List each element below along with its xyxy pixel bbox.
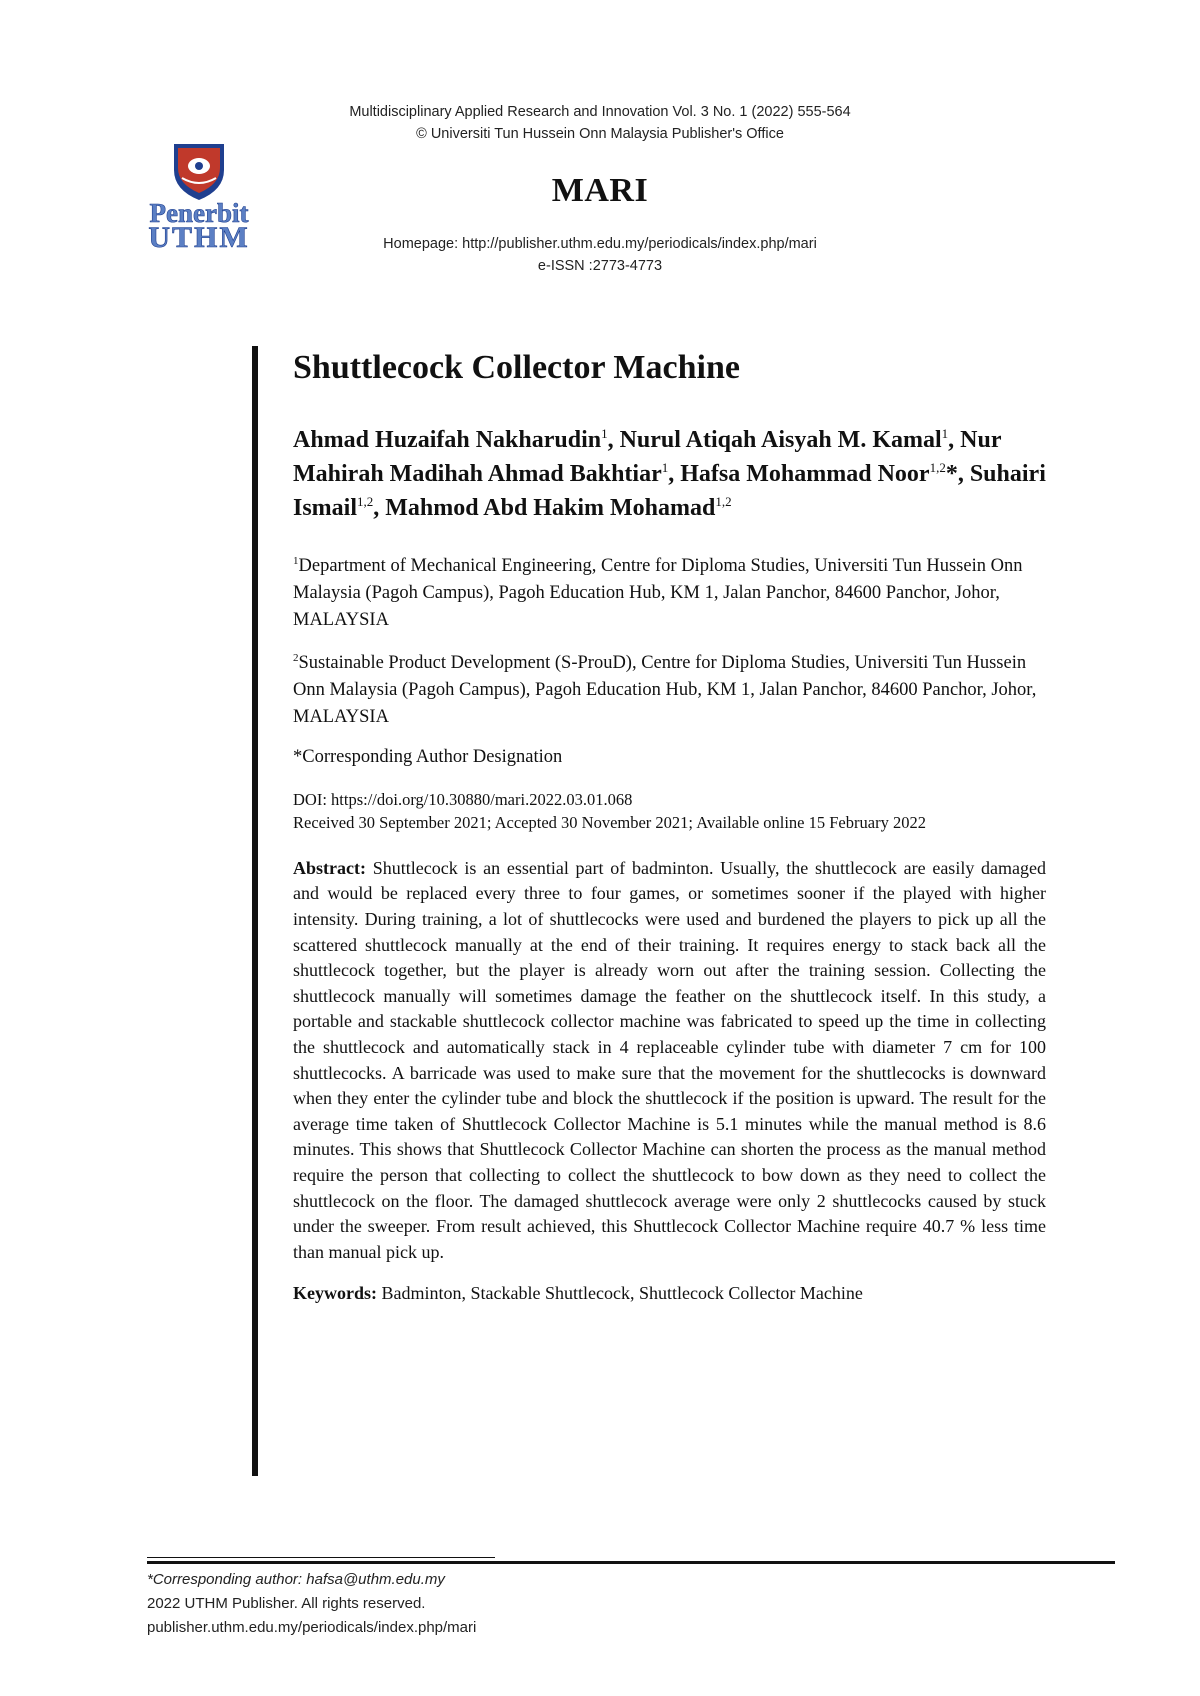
footer-url[interactable]: publisher.uthm.edu.my/periodicals/index.php/mari <box>147 1619 477 1636</box>
author-affiliation-marker: 1,2 <box>357 493 374 509</box>
author-name: Nur Mahirah Madihah Ahmad Bakhtiar <box>293 426 1002 487</box>
copyright-line: © Universiti Tun Hussein Onn Malaysia Publisher's Office <box>416 126 784 142</box>
affiliation-text: Sustainable Product Development (S-ProuD), Centre for Diploma Studies, Universiti Tun Hussein Onn Malaysia (Pagoh Campus), Pagoh Education Hub, KM 1, Jalan Panchor, 84600 Panchor, Johor, MALAYSIA <box>293 652 1037 727</box>
paper-title: Shuttlecock Collector Machine <box>293 349 740 386</box>
affiliation-text: Department of Mechanical Engineering, Centre for Diploma Studies, Universiti Tun Hussein Onn Malaysia (Pagoh Campus), Pagoh Education Hub, KM 1, Jalan Panchor, 84600 Panchor, Johor, MALAYSIA <box>293 555 1023 630</box>
author-name: Mahmod Abd Hakim Mohamad <box>385 494 716 521</box>
abstract-text: Shuttlecock is an essential part of badminton. Usually, the shuttlecock are easily damaged and would be replaced every three to four games, or sometimes sooner if the played with higher intensity. During training, a lot of shuttlecocks were used and burdened the players to pick up all the scattered shuttlecock manually at the end of their training. It requires energy to stack back all the shuttlecock together, but the player is already worn out after the training session. Collecting the shuttlecock manually will sometimes damage the feather on the shuttlecock itself. In this study, a portable and stackable shuttlecock collector machine was fabricated to speed up the time in collecting the shuttlecock and automatically stack in 4 replaceable cylinder tube with diameter 7 cm for 100 shuttlecocks. A barricade was used to make sure that the movement for the shuttlecocks is downward when they enter the cylinder tube and block the shuttlecock if the position is upward. The result for the average time taken of Shuttlecock Collector Machine is 5.1 minutes while the manual method is 8.6 minutes. This shows that Shuttlecock Collector Machine can shorten the process as the manual method require the person that collecting to collect the shuttlecock to bow down as they need to collect the shuttlecock on the floor. The damaged shuttlecock average were only 2 shuttlecocks caused by stuck under the sweeper. From result achieved, this Shuttlecock Collector Machine require 40.7 % less time than manual pick up. <box>293 857 1047 1262</box>
affiliation <box>293 650 1046 731</box>
article-dates: Received 30 September 2021; Accepted 30 November 2021; Available online 15 February 2022 <box>293 812 926 832</box>
footer-rights: 2022 UTHM Publisher. All rights reserved. <box>147 1595 426 1612</box>
footer-rule-thin <box>147 1557 495 1558</box>
footer-corresponding-email[interactable]: *Corresponding author: hafsa@uthm.edu.my <box>147 1571 445 1588</box>
abstract <box>293 856 1046 1266</box>
author-affiliation-marker: 1,2 <box>715 493 732 509</box>
uthm-crest-icon <box>130 140 268 250</box>
footer-rule <box>147 1561 1115 1564</box>
journal-title: MARI <box>551 172 649 209</box>
keywords-label: Keywords: <box>293 1283 377 1304</box>
author-separator: , <box>948 426 961 453</box>
affiliation-marker: 1 <box>293 554 299 567</box>
author-affiliation-marker: 1 <box>661 459 669 475</box>
affiliation <box>293 553 1046 634</box>
keywords-text: Badminton, Stackable Shuttlecock, Shuttlecock Collector Machine <box>381 1283 863 1304</box>
abstract-label: Abstract: <box>293 857 366 878</box>
author-separator: , <box>607 426 620 453</box>
paper-front-matter <box>293 348 1046 1304</box>
left-rule <box>252 346 258 1476</box>
author-separator: , <box>373 494 386 521</box>
author-separator: *, <box>945 460 970 487</box>
corresponding-author-designation: *Corresponding Author Designation <box>293 746 563 767</box>
author-list <box>293 423 1046 525</box>
author-name: Nurul Atiqah Aisyah M. Kamal <box>619 426 942 453</box>
journal-citation: Multidisciplinary Applied Research and Innovation Vol. 3 No. 1 (2022) 555-564 <box>349 104 851 120</box>
affiliation-marker: 2 <box>293 651 299 664</box>
author-affiliation-marker: 1 <box>941 425 949 441</box>
logo-text-uthm: UTHM <box>148 221 250 250</box>
author-name: Ahmad Huzaifah Nakharudin <box>293 426 602 453</box>
author-affiliation-marker: 1,2 <box>929 459 946 475</box>
keywords <box>293 1283 1046 1304</box>
affiliation-list <box>293 553 1046 731</box>
author-name: Suhairi Ismail <box>293 460 1046 521</box>
author-separator: , <box>668 460 681 487</box>
doi-link[interactable]: DOI: https://doi.org/10.30880/mari.2022.03.01.068 <box>293 789 633 809</box>
journal-homepage[interactable]: Homepage: http://publisher.uthm.edu.my/periodicals/index.php/mari <box>383 236 817 252</box>
logo-text-penerbit: Penerbit <box>149 198 249 228</box>
page-footer <box>147 1568 476 1640</box>
publisher-logo <box>130 140 268 250</box>
author-affiliation-marker: 1 <box>601 425 608 441</box>
author-name: Hafsa Mohammad Noor <box>680 460 930 487</box>
issn-line: e-ISSN :2773-4773 <box>537 258 663 274</box>
